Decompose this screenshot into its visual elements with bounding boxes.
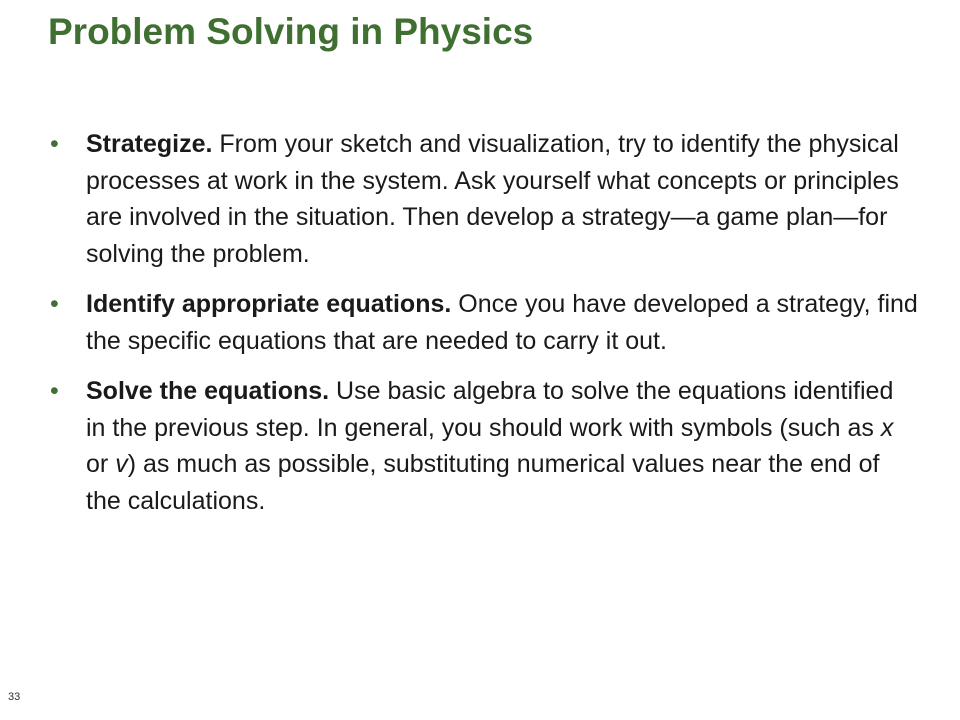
bullet-term: Solve the equations. <box>86 377 330 405</box>
bullet-dot-icon: • <box>50 130 59 158</box>
bullet-term: Identify appropriate equations. <box>86 290 452 318</box>
slide-number: 33 <box>8 691 21 703</box>
bullet-text: ) as much as possible, substituting numerical values near the end of the calculations. <box>86 450 880 515</box>
variable-v: v <box>115 450 128 478</box>
bullet-text: From your sketch and visualization, try to identify the physical processes at work in the system. Ask yourself what concepts or principles are involved in the situation. Then develop a strategy—a game plan—for solving the problem. <box>86 130 899 268</box>
bullet-term: Strategize. <box>86 130 213 158</box>
variable-x: x <box>880 413 894 442</box>
bullet-item-identify-equations <box>48 286 918 359</box>
bullet-dot-icon: • <box>50 377 59 405</box>
bullet-item-strategize <box>48 126 918 272</box>
bullet-text: or <box>86 450 116 478</box>
bullet-text: Use basic algebra to solve the equations identified in the previous step. In general, you should work with symbols (such as <box>86 377 894 442</box>
bullet-item-solve-equations <box>48 373 918 519</box>
bullet-dot-icon: • <box>50 290 59 318</box>
bullet-text: Once you have developed a strategy, find the specific equations that are needed to carry it out. <box>86 290 918 355</box>
slide-title: Problem Solving in Physics <box>48 11 534 52</box>
bullet-list <box>48 126 918 533</box>
